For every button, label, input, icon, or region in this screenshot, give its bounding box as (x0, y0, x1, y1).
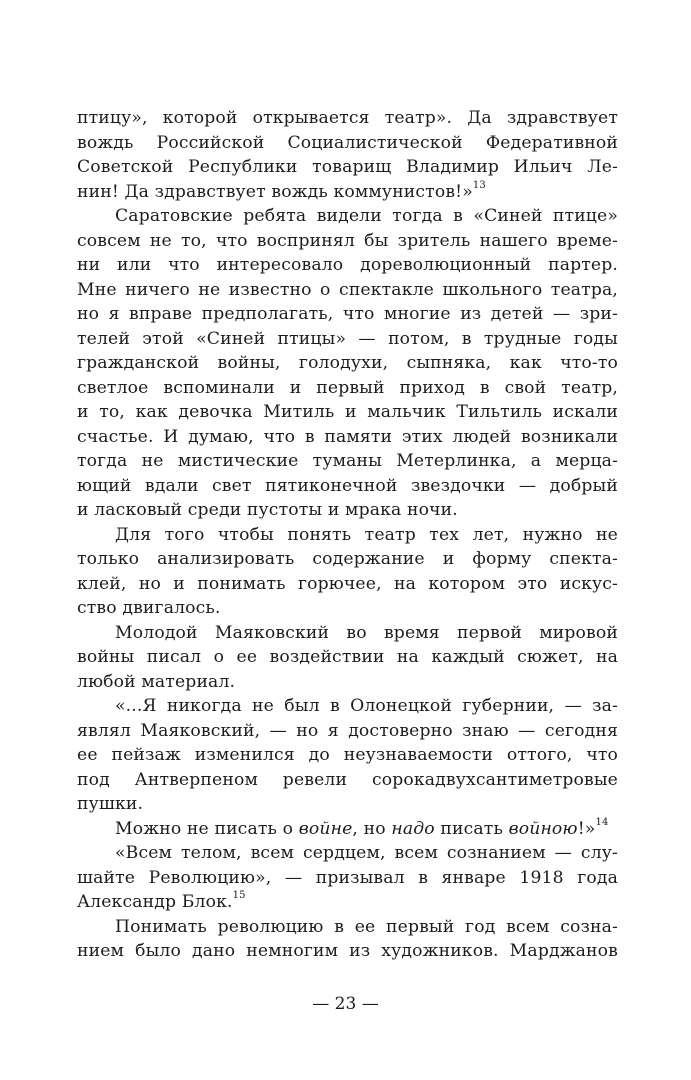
italic-text: войною (508, 818, 578, 839)
text-line: Молодой Маяковский во время первой мировой (115, 622, 618, 643)
text-line (77, 890, 618, 915)
text-line: птицу», которой открывается театр». Да здравствует (77, 108, 618, 128)
text-line: «Всем телом, всем сердцем, всем сознанием — слу- (115, 843, 618, 863)
text-line: клей, но и понимать горючее, на котором это искус- (77, 573, 618, 594)
text-line: под Антверпеном ревели сорокадвухсантиметровые (77, 769, 618, 790)
text-span: !» (577, 818, 596, 839)
text-line (77, 817, 618, 842)
text-line: шайте Революцию», — призывал в январе 1918 года (77, 867, 618, 888)
text-line: войны писал о ее воздействии на каждый сюжет, на (77, 647, 618, 667)
text-line: только анализировать содержание и форму спекта- (77, 549, 618, 569)
text-line: и ласковый среди пустоты и мрака ночи. (77, 500, 458, 520)
text-line: тогда не мистические туманы Метерлинка, а мерца- (77, 451, 618, 471)
text-line: «...Я никогда не был в Олонецкой губернии, — за- (115, 696, 618, 716)
text-line: пушки. (77, 794, 144, 814)
footnote-ref: 13 (472, 179, 486, 191)
text-line: счастье. И думаю, что в памяти этих людей возникали (77, 426, 618, 447)
text-span: нин! Да здравствует вождь коммунистов!» (77, 181, 473, 202)
text-line: телей этой «Синей птицы» — потом, в трудные годы (77, 328, 618, 349)
text-span: писать (434, 818, 509, 839)
footnote-ref: 14 (595, 816, 609, 828)
text-line: Саратовские ребята видели тогда в «Синей птице» (115, 206, 618, 226)
text-line: ее пейзаж изменился до неузнаваемости оттого, что (77, 745, 618, 765)
page-number: — 23 — (312, 994, 379, 1014)
text-line: ство двигалось. (77, 598, 221, 618)
text-line: Советской Республики товарищ Владимир Ильич Ле- (77, 157, 618, 177)
text-line: Мне ничего не известно о спектакле школьного театра, (77, 279, 618, 300)
text-line: и то, как девочка Митиль и мальчик Тильтиль искали (77, 402, 618, 422)
text-line: но я вправе предполагать, что многие из детей — зри- (77, 304, 618, 324)
text-span: Можно не писать о (115, 818, 299, 839)
text-line: Понимать революцию в ее первый год всем созна- (115, 916, 618, 937)
text-span: Александр Блок. (77, 892, 233, 912)
text-line: являл Маяковский, — но я достоверно знаю — сегодня (77, 720, 618, 741)
italic-text: надо (391, 818, 435, 839)
italic-text: войне (298, 818, 353, 839)
text-line: ющий вдали свет пятиконечной звездочки — добрый (77, 475, 618, 496)
text-line: Для того чтобы понять театр тех лет, нужно не (115, 524, 618, 545)
text-line: любой материал. (77, 671, 236, 692)
text-line: совсем не то, что воспринял бы зритель нашего време- (77, 230, 618, 251)
text-line: ни или что интересовало дореволюционный партер. (77, 255, 618, 275)
text-line: светлое вспоминали и первый приход в свой театр, (77, 377, 618, 398)
text-line: нием было дано немногим из художников. Марджанов (77, 941, 618, 961)
text-line: вождь Российской Социалистической Федеративной (77, 132, 618, 153)
text-line: гражданской войны, голодухи, сыпняка, как что-то (77, 353, 618, 373)
text-line (77, 180, 618, 205)
body-text (77, 106, 618, 964)
text-span: , но (352, 818, 392, 839)
footnote-ref: 15 (232, 890, 246, 902)
